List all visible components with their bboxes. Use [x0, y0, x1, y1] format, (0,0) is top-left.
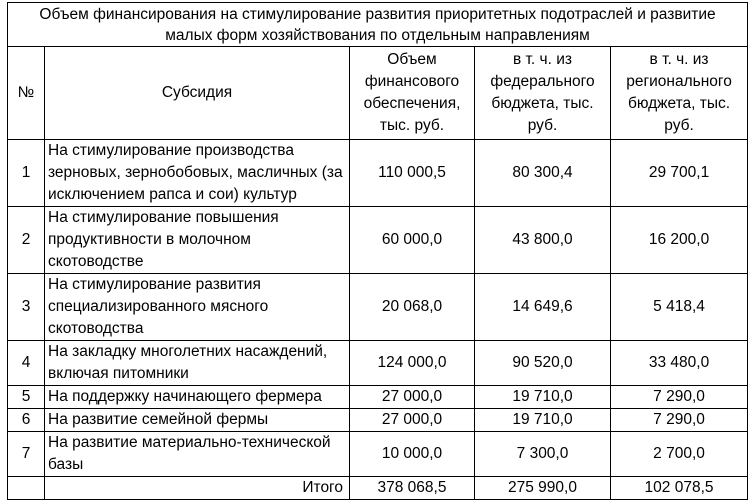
- row-num: 2: [8, 207, 45, 274]
- row-regional: 2 700,0: [611, 432, 748, 477]
- totals-label: Итого: [45, 477, 350, 500]
- row-subsidy: На развитие материально-технической базы: [45, 432, 350, 477]
- totals-regional: 102 078,5: [611, 477, 748, 500]
- table-row: [8, 207, 748, 274]
- table-row: [8, 341, 748, 386]
- row-federal: 14 649,6: [475, 274, 611, 341]
- row-federal: 19 710,0: [475, 409, 611, 432]
- row-regional: 33 480,0: [611, 341, 748, 386]
- table-row: [8, 386, 748, 409]
- row-subsidy: На развитие семейной фермы: [45, 409, 350, 432]
- row-regional: 5 418,4: [611, 274, 748, 341]
- row-regional: 7 290,0: [611, 386, 748, 409]
- row-num: 4: [8, 341, 45, 386]
- row-total: 110 000,5: [350, 140, 475, 207]
- row-total: 27 000,0: [350, 409, 475, 432]
- totals-total: 378 068,5: [350, 477, 475, 500]
- header-subsidy: Субсидия: [45, 47, 350, 140]
- row-subsidy: На стимулирование повышения продуктивности в молочном скотоводстве: [45, 207, 350, 274]
- row-total: 10 000,0: [350, 432, 475, 477]
- row-num: 5: [8, 386, 45, 409]
- row-total: 20 068,0: [350, 274, 475, 341]
- table-row: [8, 140, 748, 207]
- header-regional: в т. ч. из регионального бюджета, тыс. руб.: [611, 47, 748, 140]
- table-row: [8, 432, 748, 477]
- header-total: Объем финансового обеспечения, тыс. руб.: [350, 47, 475, 140]
- row-federal: 80 300,4: [475, 140, 611, 207]
- row-num: 1: [8, 140, 45, 207]
- row-total: 27 000,0: [350, 386, 475, 409]
- row-subsidy: На закладку многолетних насаждений, включая питомники: [45, 341, 350, 386]
- row-federal: 43 800,0: [475, 207, 611, 274]
- totals-row: [8, 477, 748, 500]
- totals-federal: 275 990,0: [475, 477, 611, 500]
- row-subsidy: На поддержку начинающего фермера: [45, 386, 350, 409]
- row-subsidy: На стимулирование развития специализированного мясного скотоводства: [45, 274, 350, 341]
- row-federal: 7 300,0: [475, 432, 611, 477]
- row-num: 7: [8, 432, 45, 477]
- row-regional: 7 290,0: [611, 409, 748, 432]
- table-title: Объем финансирования на стимулирование развития приоритетных подотраслей и развитие малых форм хозяйствования по отдельным направлениям: [8, 3, 748, 47]
- header-num: №: [8, 47, 45, 140]
- row-total: 60 000,0: [350, 207, 475, 274]
- row-regional: 16 200,0: [611, 207, 748, 274]
- row-regional: 29 700,1: [611, 140, 748, 207]
- row-federal: 19 710,0: [475, 386, 611, 409]
- row-num: 6: [8, 409, 45, 432]
- row-federal: 90 520,0: [475, 341, 611, 386]
- header-federal: в т. ч. из федерального бюджета, тыс. руб.: [475, 47, 611, 140]
- table-row: [8, 409, 748, 432]
- row-total: 124 000,0: [350, 341, 475, 386]
- row-num: 3: [8, 274, 45, 341]
- totals-num-cell: [8, 477, 45, 500]
- row-subsidy: На стимулирование производства зерновых, зернобобовых, масличных (за исключением рапса и сои) культур: [45, 140, 350, 207]
- financing-table: [7, 2, 748, 500]
- table-row: [8, 274, 748, 341]
